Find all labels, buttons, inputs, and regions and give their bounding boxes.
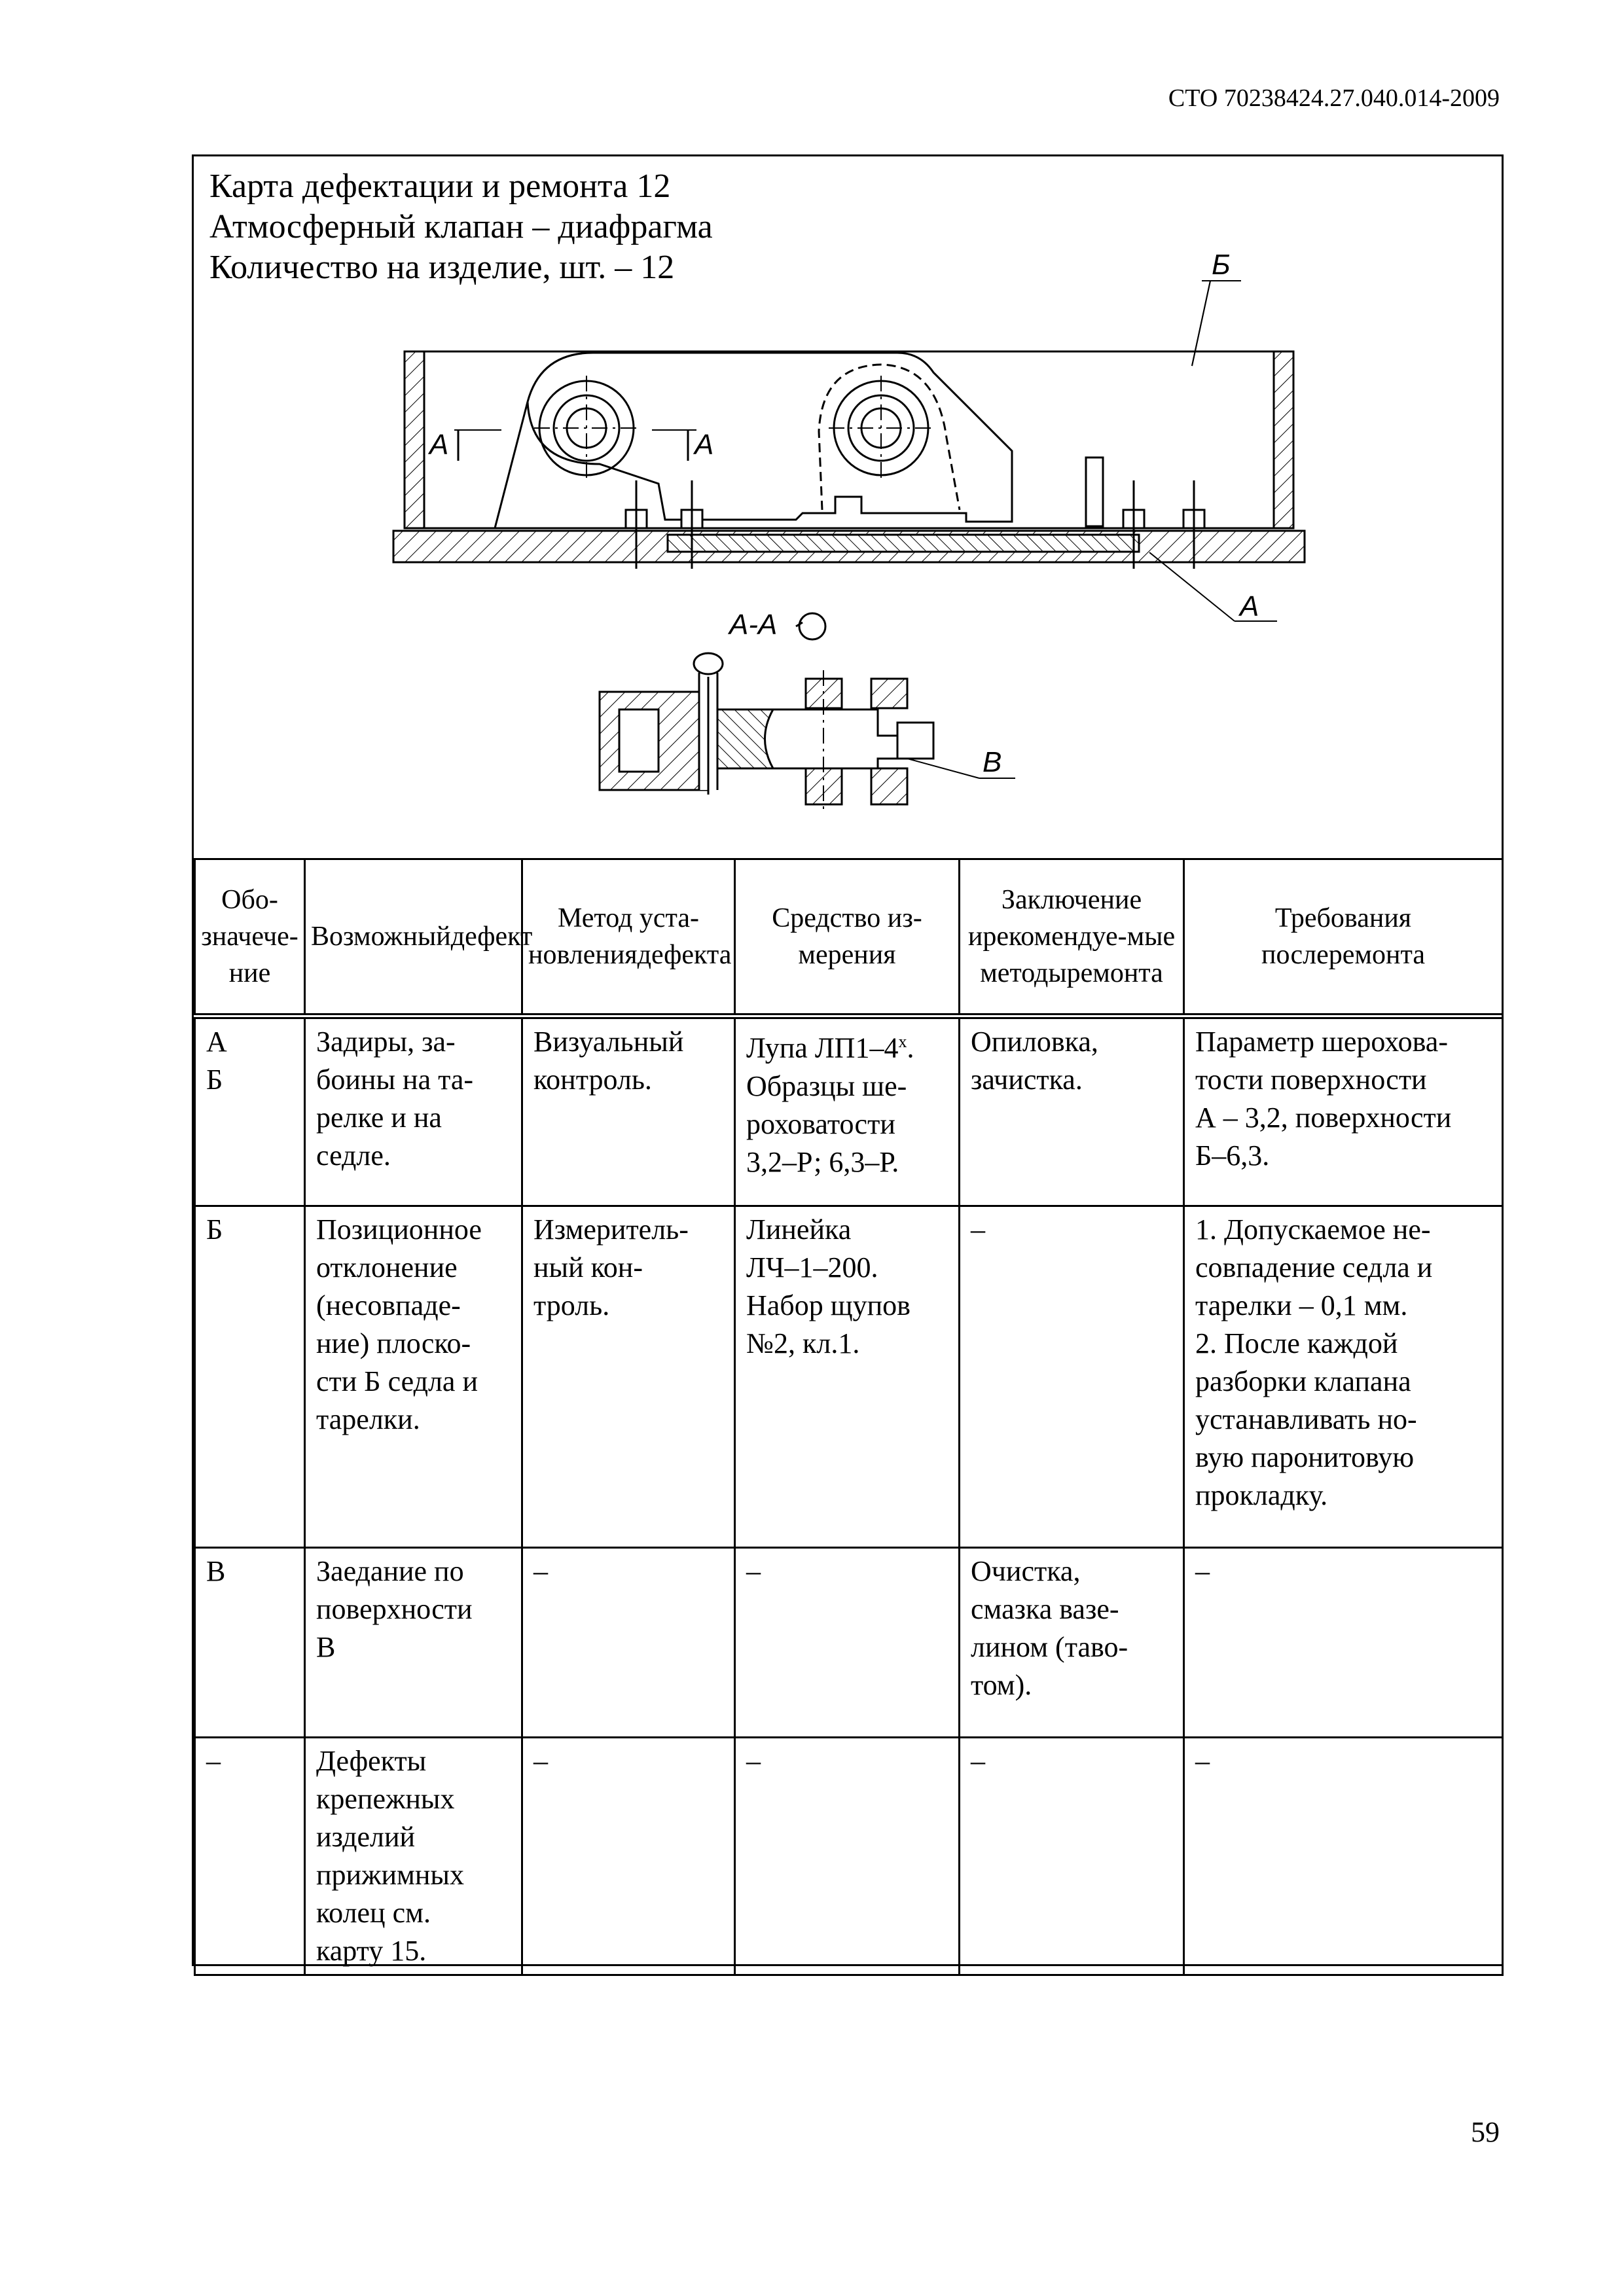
card-title: Карта дефектации и ремонта 12 [209, 168, 671, 205]
section-mark-a-left: А [429, 429, 449, 461]
table-row [195, 1738, 1503, 1975]
col-header-defect: Возможныйдефект [305, 859, 522, 1016]
card-part-name: Атмосферный клапан – диафрагма [209, 208, 713, 245]
section-title-label: А-А [729, 609, 778, 641]
mark-b-label: Б [1212, 249, 1231, 281]
cell-method: Измеритель- ный кон- троль. [522, 1206, 735, 1548]
cell-tool: Лупа $ЛП1-4^х$. Образцы ше- роховатости 3,2–Р; 6,3–Р. [735, 1016, 960, 1206]
cell-repair: – [960, 1206, 1184, 1548]
cell-tool: – [735, 1548, 960, 1738]
table-header-row [195, 859, 1503, 1016]
cell-requirements: Параметр шерохова- тости поверхности А – 3,2, поверхности Б–6,3. [1184, 1016, 1503, 1206]
cell-method: – [522, 1738, 735, 1975]
section-mark-a-right: А [695, 429, 714, 461]
table-row [195, 1016, 1503, 1206]
cell-defect: Дефекты крепежных изделий прижимных колец см. карту 15. [305, 1738, 522, 1975]
cell-designation: Б [195, 1206, 305, 1548]
cell-requirements: 1. Допускаемое не- совпадение седла и тарелки – 0,1 мм. 2. После каждой разборки клапана устанавливать но- вую паронитовую прокладку. [1184, 1206, 1503, 1548]
cell-requirements: – [1184, 1548, 1503, 1738]
cell-defect: Позиционное отклонение (несовпаде- ние) плоско- сти Б седла и тарелки. [305, 1206, 522, 1548]
cell-repair: Очистка, смазка вазе- лином (таво- том). [960, 1548, 1184, 1738]
card-header [194, 156, 1502, 860]
col-header-designation: Обо-значече-ние [195, 859, 305, 1016]
standard-code: СТО 70238424.27.040.014-2009 [1168, 84, 1500, 112]
cell-tool: – [735, 1738, 960, 1975]
page-number: 59 [1471, 2116, 1500, 2148]
cell-method: – [522, 1548, 735, 1738]
cell-defect: Задиры, за- боины на та- релке и на седле. [305, 1016, 522, 1206]
cell-method: Визуальный контроль. [522, 1016, 735, 1206]
superscript-x: х [898, 1032, 907, 1051]
cell-requirements: – [1184, 1738, 1503, 1975]
cell-defect: Заедание по поверхности В [305, 1548, 522, 1738]
col-header-repair: Заключение ирекомендуе-мые методыремонта [960, 859, 1184, 1016]
col-header-tool: Средство из-мерения [735, 859, 960, 1016]
col-header-method: Метод уста-новлениядефекта [522, 859, 735, 1016]
main-view [393, 281, 1305, 621]
defect-repair-card [192, 154, 1504, 1966]
section-view-a-a [600, 609, 1015, 811]
mark-a-callout-label: А [1240, 590, 1259, 622]
table-row [195, 1548, 1503, 1738]
cell-designation: – [195, 1738, 305, 1975]
cell-repair: – [960, 1738, 1184, 1975]
col-header-requirements: Требования послеремонта [1184, 859, 1503, 1016]
mark-v-label: В [983, 746, 1002, 778]
cell-designation: В [195, 1548, 305, 1738]
cell-tool: Линейка ЛЧ–1–200. Набор щупов №2, кл.1. [735, 1206, 960, 1548]
technical-drawing [194, 156, 1502, 857]
defect-table [194, 858, 1504, 1976]
table-row [195, 1206, 1503, 1548]
cell-designation: А Б [195, 1016, 305, 1206]
cell-repair: Опиловка, зачистка. [960, 1016, 1184, 1206]
card-quantity: Количество на изделие, шт. – 12 [209, 249, 675, 286]
